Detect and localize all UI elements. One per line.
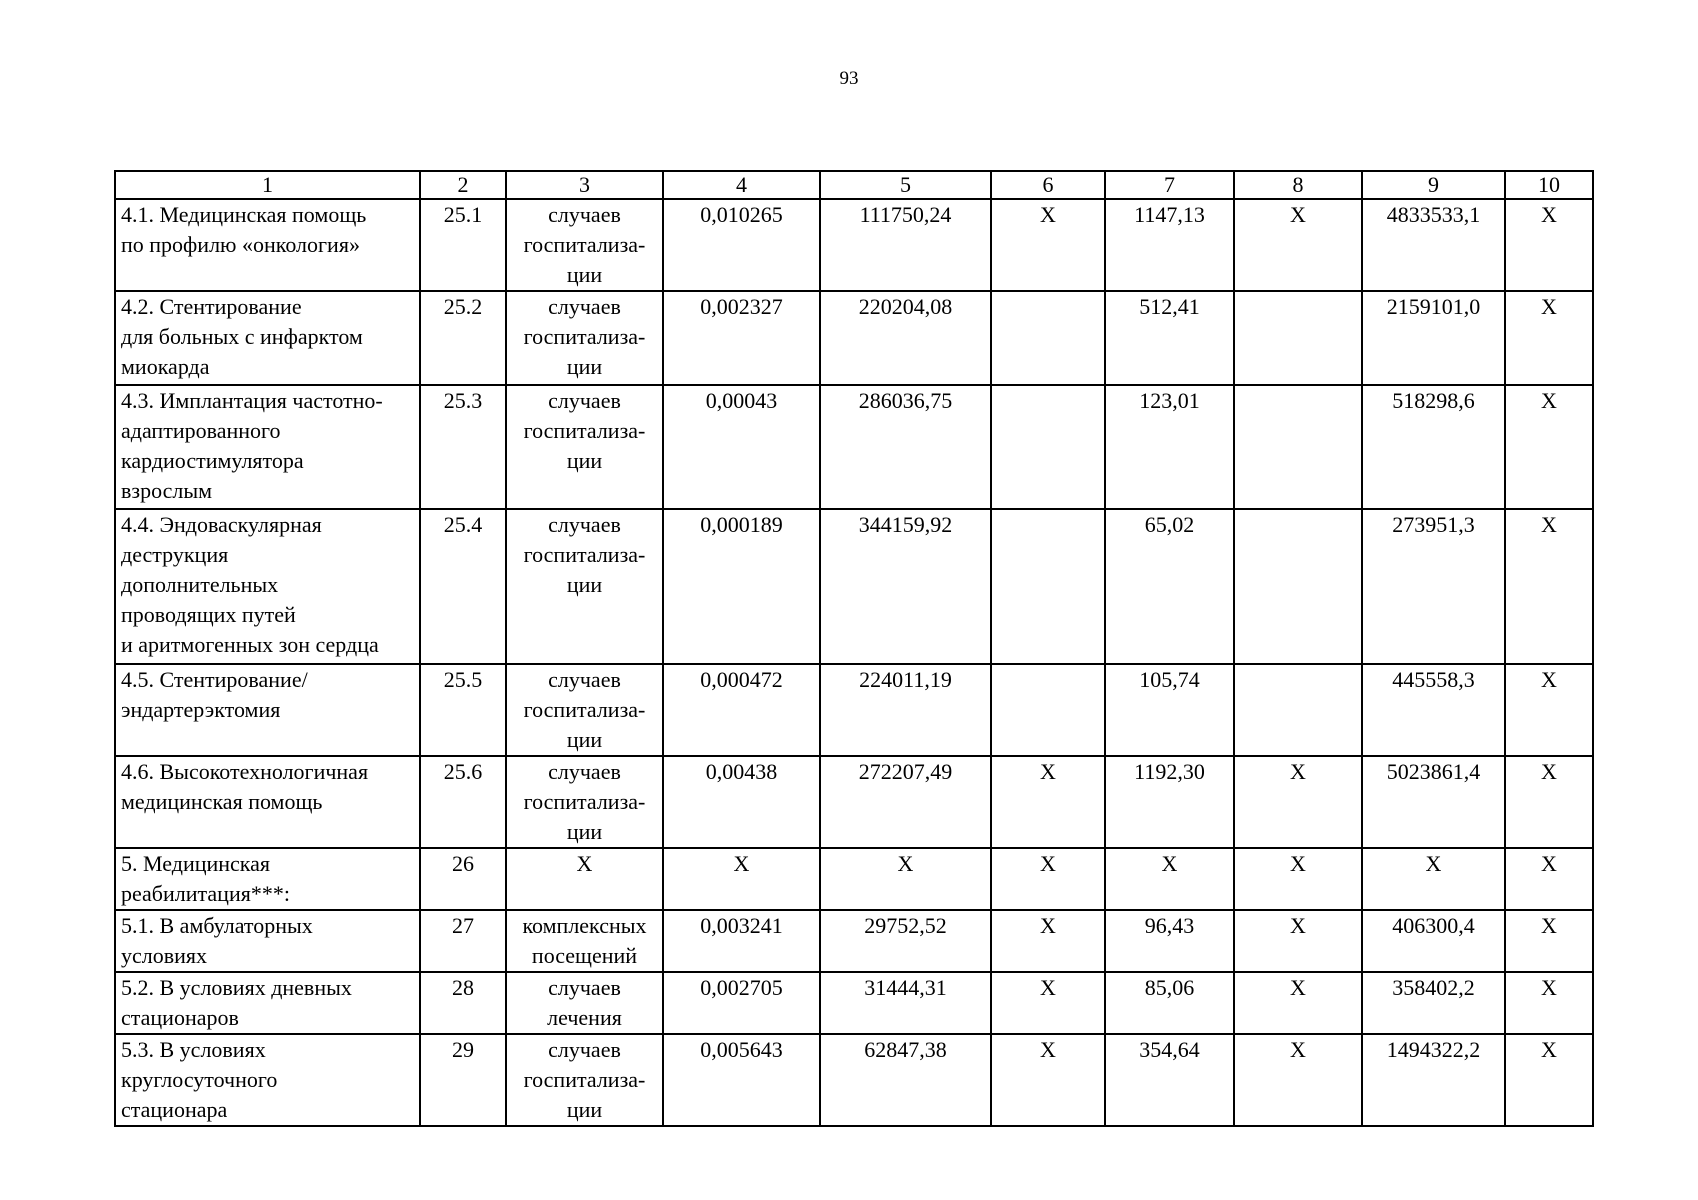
cell-col4: 0,002327 (663, 291, 820, 385)
cell-col7: 85,06 (1105, 972, 1234, 1034)
cell-col8: X (1234, 972, 1362, 1034)
cell-col5: 344159,92 (820, 509, 991, 664)
cell-col5: 224011,19 (820, 664, 991, 756)
row-name-cell (115, 291, 420, 385)
column-number-row (115, 171, 1593, 199)
row-code-cell: 29 (420, 1034, 506, 1126)
cell-col9: 445558,3 (1362, 664, 1505, 756)
cell-col8: X (1234, 848, 1362, 910)
row-name-line: условиях (121, 943, 208, 968)
row-name-line: кардиостимулятора (121, 448, 304, 473)
column-number: 9 (1362, 171, 1505, 199)
cell-col5: 286036,75 (820, 385, 991, 509)
row-name-line: 5. Медицинская (121, 851, 271, 876)
cell-col4: 0,002705 (663, 972, 820, 1034)
column-number: 1 (115, 171, 420, 199)
row-name-line: взрослым (121, 478, 213, 503)
row-name-line: 5.3. В условиях (121, 1037, 266, 1062)
row-unit-cell (506, 1034, 663, 1126)
cell-col4: 0,000472 (663, 664, 820, 756)
table-row (115, 509, 1593, 664)
row-unit-line: госпитализа- (523, 542, 646, 567)
row-unit-line: случаев (548, 759, 621, 784)
row-unit-cell (506, 385, 663, 509)
row-unit-line: госпитализа- (523, 324, 646, 349)
cell-col6: X (991, 199, 1105, 291)
cell-col4: 0,010265 (663, 199, 820, 291)
row-code-cell: 25.5 (420, 664, 506, 756)
cell-col7: 1147,13 (1105, 199, 1234, 291)
row-name-line: стационаров (121, 1005, 239, 1030)
cell-col10: X (1505, 910, 1593, 972)
row-name-line: стационара (121, 1097, 228, 1122)
row-name-line: 5.2. В условиях дневных (121, 975, 352, 1000)
cell-col8 (1234, 385, 1362, 509)
cell-col4: 0,005643 (663, 1034, 820, 1126)
row-unit-line: ции (566, 354, 603, 379)
row-unit-line: ции (566, 727, 603, 752)
cell-col10: X (1505, 972, 1593, 1034)
table-row (115, 910, 1593, 972)
row-name-line: круглосуточного (121, 1067, 278, 1092)
row-name-line: проводящих путей (121, 602, 296, 627)
cell-col4: 0,003241 (663, 910, 820, 972)
row-code-cell: 26 (420, 848, 506, 910)
row-name-line: деструкция (121, 542, 229, 567)
cell-col7: 123,01 (1105, 385, 1234, 509)
cell-col9: 2159101,0 (1362, 291, 1505, 385)
cell-col5: 31444,31 (820, 972, 991, 1034)
table-row (115, 291, 1593, 385)
cell-col7: 354,64 (1105, 1034, 1234, 1126)
row-unit-cell (506, 972, 663, 1034)
row-name-cell (115, 664, 420, 756)
row-unit-line: посещений (531, 943, 638, 968)
cell-col4: 0,00438 (663, 756, 820, 848)
row-name-line: адаптированного (121, 418, 281, 443)
table-row (115, 848, 1593, 910)
cell-col10: X (1505, 509, 1593, 664)
row-name-line: 4.1. Медицинская помощь (121, 202, 367, 227)
cell-col7: 512,41 (1105, 291, 1234, 385)
row-code-cell: 25.4 (420, 509, 506, 664)
cell-col5: 220204,08 (820, 291, 991, 385)
row-unit-line: ции (566, 1097, 603, 1122)
row-name-line: дополнительных (121, 572, 279, 597)
cell-col9: X (1362, 848, 1505, 910)
cell-col7: 105,74 (1105, 664, 1234, 756)
cell-col6 (991, 291, 1105, 385)
row-code-cell: 25.2 (420, 291, 506, 385)
row-name-line: 4.4. Эндоваскулярная (121, 512, 322, 537)
row-unit-line: ции (566, 262, 603, 287)
row-unit-cell (506, 910, 663, 972)
cell-col7: 65,02 (1105, 509, 1234, 664)
row-unit-line: X (576, 851, 593, 876)
row-name-line: 5.1. В амбулаторных (121, 913, 313, 938)
row-unit-cell (506, 199, 663, 291)
cell-col8 (1234, 509, 1362, 664)
row-code-cell: 27 (420, 910, 506, 972)
row-name-line: по профилю «онкология» (121, 232, 360, 257)
row-code-cell: 25.1 (420, 199, 506, 291)
table-row (115, 385, 1593, 509)
row-code-cell: 25.3 (420, 385, 506, 509)
row-unit-line: случаев (548, 1037, 621, 1062)
column-number: 5 (820, 171, 991, 199)
cell-col5: 62847,38 (820, 1034, 991, 1126)
row-name-line: медицинская помощь (121, 789, 323, 814)
cell-col9: 4833533,1 (1362, 199, 1505, 291)
row-unit-line: случаев (548, 667, 621, 692)
row-unit-cell (506, 848, 663, 910)
cell-col6 (991, 385, 1105, 509)
row-unit-line: лечения (547, 1005, 622, 1030)
row-name-cell (115, 756, 420, 848)
column-number: 2 (420, 171, 506, 199)
cell-col10: X (1505, 291, 1593, 385)
cell-col6 (991, 664, 1105, 756)
cell-col10: X (1505, 1034, 1593, 1126)
cell-col7: X (1105, 848, 1234, 910)
cell-col8: X (1234, 1034, 1362, 1126)
cell-col8: X (1234, 199, 1362, 291)
cell-col5: X (820, 848, 991, 910)
cell-col9: 518298,6 (1362, 385, 1505, 509)
row-name-line: эндартерэктомия (121, 697, 281, 722)
row-unit-cell (506, 756, 663, 848)
column-number: 10 (1505, 171, 1593, 199)
cell-col9: 406300,4 (1362, 910, 1505, 972)
table-row (115, 756, 1593, 848)
row-unit-cell (506, 664, 663, 756)
row-name-line: 4.5. Стентирование/ (121, 667, 308, 692)
cell-col10: X (1505, 385, 1593, 509)
cell-col6: X (991, 1034, 1105, 1126)
cell-col9: 273951,3 (1362, 509, 1505, 664)
cell-col9: 1494322,2 (1362, 1034, 1505, 1126)
row-name-cell (115, 848, 420, 910)
column-number: 4 (663, 171, 820, 199)
row-code-cell: 25.6 (420, 756, 506, 848)
column-number: 8 (1234, 171, 1362, 199)
row-unit-line: ции (566, 448, 603, 473)
row-name-cell (115, 1034, 420, 1126)
cell-col5: 272207,49 (820, 756, 991, 848)
page-number: 93 (839, 68, 859, 89)
cell-col6: X (991, 972, 1105, 1034)
cell-col9: 358402,2 (1362, 972, 1505, 1034)
row-unit-line: госпитализа- (523, 232, 646, 257)
row-unit-line: госпитализа- (523, 1067, 646, 1092)
data-table (114, 170, 1594, 1127)
cell-col4: X (663, 848, 820, 910)
cell-col8 (1234, 291, 1362, 385)
row-unit-line: случаев (548, 388, 621, 413)
table-row (115, 1034, 1593, 1126)
cell-col7: 96,43 (1105, 910, 1234, 972)
row-name-line: 4.6. Высокотехнологичная (121, 759, 369, 784)
row-name-cell (115, 385, 420, 509)
row-unit-line: случаев (548, 512, 621, 537)
row-unit-line: комплексных (522, 913, 647, 938)
row-name-cell (115, 509, 420, 664)
cell-col5: 111750,24 (820, 199, 991, 291)
cell-col4: 0,00043 (663, 385, 820, 509)
row-unit-line: ции (566, 819, 603, 844)
cell-col6: X (991, 910, 1105, 972)
row-unit-cell (506, 509, 663, 664)
row-unit-line: случаев (548, 202, 621, 227)
row-unit-line: госпитализа- (523, 789, 646, 814)
row-name-line: реабилитация***: (121, 881, 290, 906)
column-number: 3 (506, 171, 663, 199)
row-unit-line: случаев (548, 975, 621, 1000)
row-unit-cell (506, 291, 663, 385)
row-name-cell (115, 910, 420, 972)
cell-col8: X (1234, 910, 1362, 972)
row-name-line: 4.2. Стентирование (121, 294, 302, 319)
row-unit-line: госпитализа- (523, 697, 646, 722)
cell-col10: X (1505, 199, 1593, 291)
cell-col10: X (1505, 664, 1593, 756)
row-unit-line: ции (566, 572, 603, 597)
cell-col6: X (991, 848, 1105, 910)
row-name-line: и аритмогенных зон сердца (121, 632, 379, 657)
column-number: 6 (991, 171, 1105, 199)
cell-col9: 5023861,4 (1362, 756, 1505, 848)
cell-col7: 1192,30 (1105, 756, 1234, 848)
row-name-cell (115, 199, 420, 291)
table-row (115, 972, 1593, 1034)
cell-col5: 29752,52 (820, 910, 991, 972)
cell-col10: X (1505, 848, 1593, 910)
row-unit-line: госпитализа- (523, 418, 646, 443)
row-name-line: для больных с инфарктом (121, 324, 363, 349)
cell-col8 (1234, 664, 1362, 756)
cell-col6 (991, 509, 1105, 664)
row-code-cell: 28 (420, 972, 506, 1034)
row-name-line: 4.3. Имплантация частотно- (121, 388, 383, 413)
cell-col8: X (1234, 756, 1362, 848)
row-unit-line: случаев (548, 294, 621, 319)
cell-col10: X (1505, 756, 1593, 848)
row-name-line: миокарда (121, 354, 210, 379)
row-name-cell (115, 972, 420, 1034)
cell-col6: X (991, 756, 1105, 848)
column-number: 7 (1105, 171, 1234, 199)
table-row (115, 664, 1593, 756)
cell-col4: 0,000189 (663, 509, 820, 664)
table-row (115, 199, 1593, 291)
